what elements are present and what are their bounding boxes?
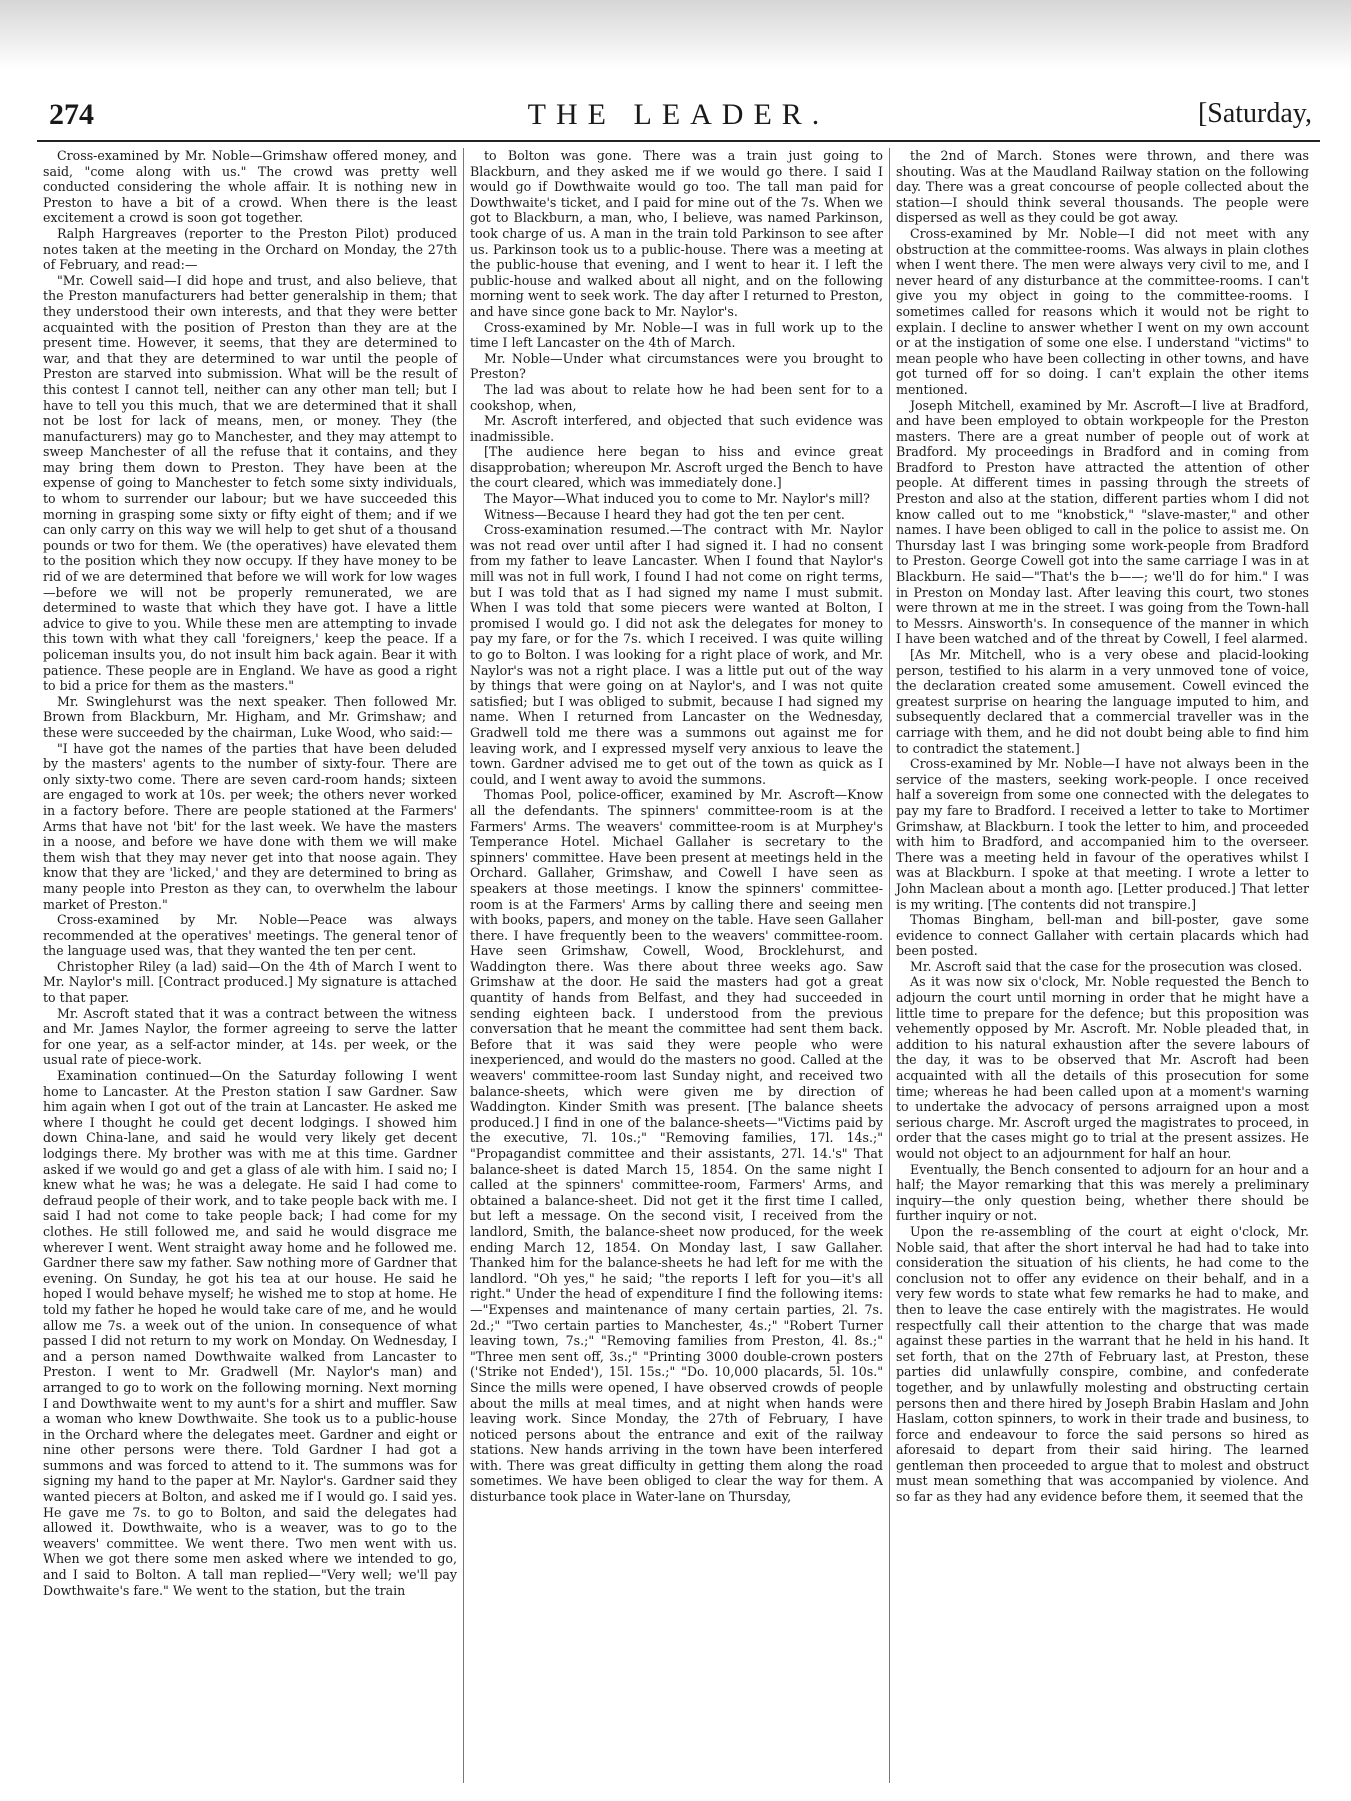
paragraph: Upon the re-assembling of the court at eight o'clock, Mr. Noble said, that after the short interval he had had to take into consideration the situation of his clients, he had come to the conclusion not to offer any evidence on their behalf, and in a very few words to state what few remarks he had to make, and then to leave the case entirely with the magistrates. He would respectfully call their attention to the charge that was made against these parties in the warrant that he held in his hand. It set forth, that on the 27th of February last, at Preston, these parties did unlawfully conspire, combine, and confederate together, and by unlawfully molesting and obstructing certain persons then and there hired by Joseph Brabin Haslam and John Haslam, cotton spinners, to work in their trade and business, to force and endeavour to force the said persons so hired as aforesaid to depart from their said hiring. The learned gentleman then proceeded to argue that to molest and obstruct must mean something that was accompanied by violence. And so far as they had any evidence before them, it seemed that the	[896, 1223, 1309, 1505]
paragraph: Eventually, the Bench consented to adjourn for an hour and a half; the Mayor remarking that this was merely a preliminary inquiry—the only question being, whether there should be further inquiry or not.	[896, 1161, 1309, 1224]
paragraph: to Bolton was gone. There was a train just going to Blackburn, and they asked me if we would go there. I said I would go if Dowthwaite would go too. The tall man paid for Dowthwaite's ticket, and I paid for mine out of the 7s. When we got to Blackburn, a man, who, I believe, was named Parkinson, took charge of us. A man in the train told Parkinson to see after us. Parkinson took us to a public-house. There was a meeting at the public-house that evening, and I went to hear it. I left the public-house and walked about all night, and on the following morning went to seek work. The day after I returned to Preston, and have since gone back to Mr. Naylor's.	[470, 148, 883, 319]
paragraph: Examination continued—On the Saturday following I went home to Lancaster. At the Preston station I saw Gardner. Saw him again when I got out of the train at Lancaster. He asked me where I thought he could get decent lodgings. I showed him down China-lane, and said he would very likely get decent lodgings there. My brother was with me at this time. Gardner asked if we would go and get a glass of ale with him. I said no; I knew what he was; he was a delegate. He said I had come to defraud people of their work, and to take people back with me. I said I had not come to take people back; I had come for my clothes. He still followed me, and said he would disgrace me wherever I went. Went straight away home and he followed me. Gardner there saw my father. Saw nothing more of Gardner that evening. On Sunday, he got his tea at our house. He said he hoped I would behave myself; he wished me to stop at home. He told my father he hoped he would take care of me, and he would allow me 7s. a week out of the union. In consequence of what passed I did not return to my work on Monday. On Wednesday, I and a person named Dowthwaite walked from Lancaster to Preston. I went to Mr. Gradwell (Mr. Naylor's man) and arranged to go to work on the following morning. Next morning I and Dowthwaite went to my aunt's for a shirt and muffler. Saw a woman who knew Dowthwaite. She took us to a public-house in the Orchard where the delegates meet. Gardner and eight or nine other persons were there. Told Gardner I had got a summons and was forced to attend to it. The summons was for signing my hand to the paper at Mr. Naylor's. Gardner said they wanted piecers at Bolton, and asked me if I would go. I said yes. He gave me 7s. to go to Bolton, and said the delegates had allowed it. Dowthwaite, who is a weaver, was to go to the weavers' committee. We went there. Two men went with us. When we got there some men asked where we intended to go, and I said to Bolton. A tall man replied—"Very well; we'll pay Dowthwaite's fare." We went to the station, but the train	[43, 1068, 457, 1598]
newspaper-title: THE LEADER.	[527, 98, 830, 131]
paragraph: Cross-examined by Mr. Noble—I was in full work up to the time I left Lancaster on the 4th of March.	[470, 319, 883, 351]
paragraph: Joseph Mitchell, examined by Mr. Ascroft—I live at Bradford, and have been employed to obtain workpeople for the Preston masters. There are a great number of people out of work at Bradford. My proceedings in Bradford and in coming from Bradford to Preston have attracted the attention of other people. At different times in passing through the streets of Preston and also at the station, different parties whom I did not know called out to me "knobstick," "slave-master," and other names. I have been obliged to call in the police to assist me. On Thursday last I was bringing some work-people from Bradford to Preston. George Cowell got into the same carriage I was in at Blackburn. He said—"That's the b——; we'll do for him." I was in Preston on Monday last. After leaving this court, two stones were thrown at me in the street. I was going from the Town-hall to Messrs. Ainsworth's. In consequence of the manner in which I have been watched and of the threat by Cowell, I feel alarmed.	[896, 397, 1309, 647]
paragraph: Cross-examined by Mr. Noble—Grimshaw offered money, and said, "come along with us." The crowd was pretty well conducted considering the whole affair. It is nothing new in Preston to have a bit of a crowd. When there is the least excitement a crowd is soon got together.	[43, 148, 457, 226]
paragraph: "I have got the names of the parties that have been deluded by the masters' agents to the number of sixty-four. There are only sixty-two come. There are seven card-room hands; sixteen are engaged to work at 10s. per week; the others never worked in a factory before. There are people stationed at the Farmers' Arms that have not 'bit' for the last week. We have the masters in a noose, and before we have done with them we will make them wish that they may never get into that noose again. They know that they are 'licked,' and they are determined to bring as many people into Preston as they can, to overwhelm the labour market of Preston."	[43, 740, 457, 912]
paragraph: Cross-examined by Mr. Noble—I have not always been in the service of the masters, seeking work-people. I once received half a sovereign from some one connected with the delegates to pay my fare to Bradford. I received a letter to take to Mortimer Grimshaw, at Blackburn. I took the letter to him, and proceeded with him to Bradford, and accompanied him to the overseer. There was a meeting held in favour of the operatives whilst I was at Blackburn. I spoke at that meeting. I wrote a letter to John Maclean about a month ago. [Letter produced.] That letter is my writing. [The contents did not transpire.]	[896, 756, 1309, 912]
paragraph: "Mr. Cowell said—I did hope and trust, and also believe, that the Preston manufacturers had better generalship in them; that they understood their own interests, and that they were better acquainted with the position of Preston than they are at the present time. However, it seems, that they are determined to war, and that they are determined to war until the people of Preston are starved into submission. What will be the result of this contest I cannot tell, neither can any other man tell; but I have to tell you this much, that we are determined that it shall not be lost for lack of means, men, or money. They (the manufacturers) may go to Manchester, and they may attempt to sweep Manchester of all the refuse that it contains, and they may bring them down to Preston. They have been at the expense of going to Manchester to fetch some sixty individuals, to whom to surrender our labour; but we have succeeded this morning in grasping some sixty or fifty eight of them; and if we can only carry on this way we will help to get shut of a thousand pounds or two for them. We (the operatives) have elevated them to the position which they now occupy. If they have money to be rid of we are determined that before we will work for low wages—before we will not be properly remunerated, we are determined to waste that which they have got. I have a little advice to give to you. While these men are attempting to invade this town with what they call 'foreigners,' keep the peace. If a policeman insults you, do not insult him back again. Bear it with patience. These people are in England. We have as good a right to bid a price for them as the masters."	[43, 272, 457, 694]
paragraph: Cross-examined by Mr. Noble—Peace was always recommended at the operatives' meetings. The general tenor of the language used was, that they wanted the ten per cent.	[43, 912, 457, 959]
paragraph: Ralph Hargreaves (reporter to the Preston Pilot) produced notes taken at the meeting in the Orchard on Monday, the 27th of February, and read:—	[43, 225, 457, 273]
paragraph: [The audience here began to hiss and evince great disapprobation; whereupon Mr. Ascroft urged the Bench to have the court cleared, which was immediately done.]	[470, 444, 883, 491]
paragraph: The Mayor—What induced you to come to Mr. Naylor's mill?	[484, 491, 870, 507]
paragraph: Cross-examination resumed.—The contract with Mr. Naylor was not read over until after I had signed it. I had no consent from my father to leave Lancaster. When I found that Naylor's mill was not in full work, I found I had not come on right terms, but I was told that as I had signed my name I must submit. When I was told that some piecers were wanted at Bolton, I promised I would go. I did not ask the delegates for money to pay my fare, or for the 7s. which I received. I was quite willing to go to Bolton. I was looking for a right place of work, and Mr. Naylor's was not a right place. I was a little put out of the way by things that were going on at Naylor's, and I was not quite satisfied; but I was obliged to submit, because I had signed my name. When I returned from Lancaster on the Wednesday, Gradwell told me there was a summons out against me for leaving work, and I expressed myself very anxious to leave the town. Gardner advised me to get out of the town as quick as I could, and I went away to avoid the summons.	[470, 522, 883, 787]
paragraph: Mr. Ascroft interfered, and objected that such evidence was inadmissible.	[470, 413, 883, 444]
article-columns	[37, 148, 1320, 1783]
page-number: 274	[49, 98, 94, 131]
paragraph: Christopher Riley (a lad) said—On the 4th of March I went to Mr. Naylor's mill. [Contract produced.] My signature is attached to that paper.	[43, 958, 457, 1006]
paragraph: Mr. Swinglehurst was the next speaker. Then followed Mr. Brown from Blackburn, Mr. Higham, and Mr. Grimshaw; and these were succeeded by the chairman, Luke Wood, who said:—	[43, 693, 457, 740]
paragraph: the 2nd of March. Stones were thrown, and there was shouting. Was at the Maudland Railway station on the following day. There was a great concourse of people collected about the station—I should think several thousands. The people were dispersed as well as they could be got away.	[896, 148, 1309, 226]
paragraph: The lad was about to relate how he had been sent for to a cookshop, when,	[470, 381, 883, 413]
masthead-rule	[37, 140, 1320, 142]
issue-day: [Saturday,	[1197, 98, 1312, 129]
paragraph: Thomas Pool, police-officer, examined by Mr. Ascroft—Know all the defendants. The spinners' committee-room is at the Farmers' Arms. The weavers' committee-room is at Murphey's Temperance Hotel. Michael Gallaher is secretary to the spinners' committee. Have been present at meetings held in the Orchard. Gallaher, Grimshaw, and Cowell I have seen as speakers at those meetings. I know the spinners' committee-room is at the Farmers' Arms by calling there and seeing men with books, papers, and money on the table. Have seen Gallaher there. I have frequently been to the weavers' committee-room. Have seen Grimshaw, Cowell, Wood, Brocklehurst, and Waddington there. Was there about three weeks ago. Saw Grimshaw at the door. He said the masters had got a great quantity of hands from Belfast, and they had succeeded in sending eighteen back. I understood from the previous conversation that he meant the committee had sent them back. Before that it was said they were people who were inexperienced, and would do the masters no good. Called at the weavers' committee-room last Sunday night, and received two balance-sheets, which were given me by direction of Waddington. Kinder Smith was present. [The balance sheets produced.] I find in one of the balance-sheets—"Victims paid by the executive, 7l. 10s.;" "Removing families, 17l. 14s.;" "Propagandist committee and their assistants, 27l. 14.'s" That balance-sheet is dated March 15, 1854. On the same night I called at the spinners' committee-room, Farmers' Arms, and obtained a balance-sheet. Did not get it the first time I called, but left a message. On the second visit, I received from the landlord, Smith, the balance-sheet now produced, for the week ending March 12, 1854. On Monday last, I saw Gallaher. Thanked him for the balance-sheets he had left for me with the landlord. "Oh yes," he said; "the reports I left for you—it's all right." Under the head of expenditure I find the following items:—"Expenses and maintenance of many certain parties, 2l. 7s. 2d.;" "Two certain parties to Manchester, 4s.;" "Robert Turner leaving town, 7s.;" "Removing families from Preston, 4l. 8s.;" "Three men sent off, 3s.;" "Printing 3000 double-crown posters ('Strike not Ended'), 15l. 15s.;" "Do. 10,000 placards, 5l. 10s." Since the mills were opened, I have observed crowds of people about the mills at meal times, and at night when hands were leaving work. Since Monday, the 27th of February, I have noticed persons about the entrance and exit of the railway stations. New hands arriving in the town have been interfered with. There was great difficulty in getting them along the road sometimes. We have been obliged to clear the way for them. A disturbance took place in Water-lane on Thursday,	[470, 787, 883, 1505]
paragraph: Mr. Noble—Under what circumstances were you brought to Preston?	[470, 350, 883, 382]
paragraph: Mr. Ascroft stated that it was a contract between the witness and Mr. James Naylor, the former agreeing to serve the latter for one year, as a self-actor minder, at 14s. per week, or the usual rate of piece-work.	[43, 1005, 457, 1068]
column-1	[37, 148, 463, 1783]
paragraph: As it was now six o'clock, Mr. Noble requested the Bench to adjourn the court until morning in order that he might have a little time to prepare for the defence; but this proposition was vehemently opposed by Mr. Ascroft. Mr. Noble pleaded that, in addition to his natural exhaustion after the severe labours of the day, it was to be observed that Mr. Ascroft had been acquainted with all the details of this prosecution for some time; whereas he had been called upon at a moment's warning to undertake the advocacy of persons arraigned upon a most serious charge. Mr. Ascroft urged the magistrates to proceed, in order that the cases might go to trial at the present assizes. He would not object to an adjournment for half an hour.	[896, 974, 1309, 1161]
column-2	[463, 148, 889, 1783]
masthead	[37, 92, 1320, 136]
paragraph: Cross-examined by Mr. Noble—I did not meet with any obstruction at the committee-rooms. Was always in plain clothes when I went there. The men were always very civil to me, and I never heard of any disturbance at the committee-rooms. I can't give you my object in going to the committee-rooms. I sometimes called for reasons which it would not be right to explain. I decline to answer whether I went on my own account or at the instigation of some one else. I understand "victims" to mean people who have been collecting in other towns, and have got turned off for so doing. I can't explain the other items mentioned.	[896, 225, 1309, 397]
paragraph: Thomas Bingham, bell-man and bill-poster, gave some evidence to connect Gallaher with certain placards which had been posted.	[896, 912, 1309, 959]
paragraph: Witness—Because I heard they had got the ten per cent.	[484, 506, 845, 522]
paragraph: [As Mr. Mitchell, who is a very obese and placid-looking person, testified to his alarm in a very unmoved tone of voice, the declaration created some amusement. Cowell evinced the greatest surprise on hearing the language imputed to him, and subsequently declared that a commercial traveller was in the carriage with them, and he did not doubt being able to find him to contradict the statement.]	[896, 647, 1309, 756]
scan-top-edge	[0, 0, 1351, 70]
column-3	[889, 148, 1315, 1783]
paragraph: Mr. Ascroft said that the case for the prosecution was closed.	[910, 958, 1303, 974]
